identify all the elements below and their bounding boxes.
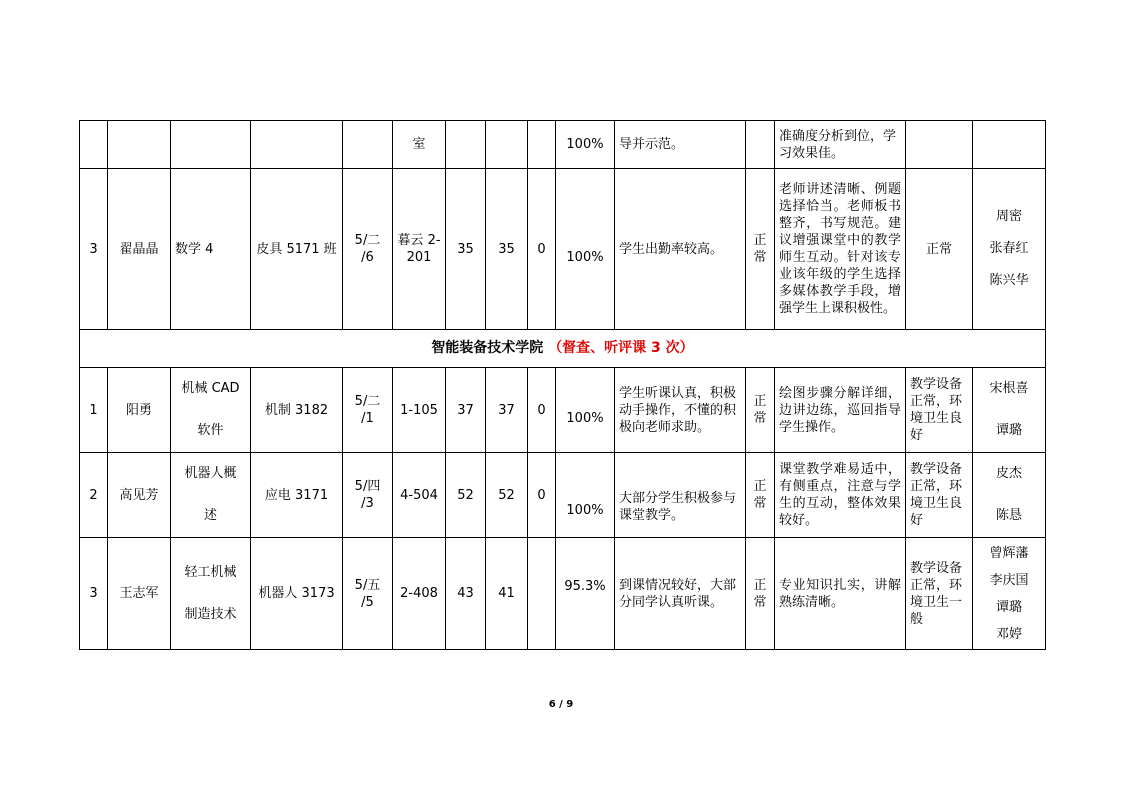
- cell-time: [343, 169, 393, 330]
- cell-actual: 35: [486, 169, 528, 330]
- cell-no: 3: [80, 169, 108, 330]
- cell-eval: 专业知识扎实，讲解熟练清晰。: [775, 538, 906, 650]
- cell-room: 4-504: [393, 453, 446, 538]
- cell-attendance-note: 到课情况较好，大部分同学认真听课。: [615, 538, 746, 650]
- cell-teacher-status: 正常: [746, 169, 775, 330]
- time-line1: 5/二: [354, 233, 381, 248]
- page-number: 6 / 9: [548, 699, 574, 710]
- cell-absent: 0: [528, 453, 556, 538]
- course-line: 轻工机械: [184, 564, 237, 580]
- cell-course: [171, 368, 251, 453]
- cell-absent: 0: [528, 169, 556, 330]
- table-row: [80, 538, 1046, 650]
- cell-time: [343, 453, 393, 538]
- cell-teacher: 翟晶晶: [108, 169, 171, 330]
- cell-course: 数学 4: [171, 169, 251, 330]
- inspector-name: 宋根喜: [989, 381, 1029, 396]
- cell-absent: [528, 121, 556, 169]
- cell-eval: 绘图步骤分解详细，边讲边练，巡回指导学生操作。: [775, 368, 906, 453]
- cell-env: [906, 121, 973, 169]
- cell-teacher-status: [746, 121, 775, 169]
- cell-class: 皮具 5171 班: [251, 169, 343, 330]
- inspector-name: 张春红: [989, 241, 1029, 256]
- cell-eval: 课堂教学难易适中，有侧重点，注意与学生的互动，整体效果较好。: [775, 453, 906, 538]
- cell-rate: 100%: [556, 453, 615, 538]
- cell-class: 机器人 3173: [251, 538, 343, 650]
- cell-class: 机制 3182: [251, 368, 343, 453]
- cell-env: 教学设备正常，环境卫生良好: [906, 453, 973, 538]
- section-title: 智能装备技术学院: [431, 340, 544, 356]
- course-line: 制造技术: [184, 606, 237, 622]
- cell-inspectors: [973, 121, 1046, 169]
- cell-inspectors: [973, 169, 1046, 330]
- cell-absent: [528, 538, 556, 650]
- inspector-name: 李庆国: [989, 572, 1029, 588]
- cell-env: 教学设备正常，环境卫生一般: [906, 538, 973, 650]
- cell-inspectors: [973, 538, 1046, 650]
- cell-expected: 43: [446, 538, 486, 650]
- cell-actual: [486, 121, 528, 169]
- inspector-name: 谭璐: [995, 423, 1022, 438]
- time-line2: /1: [361, 411, 374, 426]
- cell-teacher-status: 正常: [746, 538, 775, 650]
- table-row: [80, 368, 1046, 453]
- cell-time: [343, 368, 393, 453]
- time-line2: /3: [361, 496, 374, 511]
- inspector-name: 皮杰: [995, 466, 1022, 481]
- inspector-name: 曾辉藩: [989, 545, 1029, 561]
- cell-actual: 37: [486, 368, 528, 453]
- cell-time: [343, 538, 393, 650]
- cell-attendance-note: 学生听课认真，积极动手操作，不懂的积极向老师求助。: [615, 368, 746, 453]
- table-row: [80, 453, 1046, 538]
- cell-actual: 52: [486, 453, 528, 538]
- cell-teacher: [108, 121, 171, 169]
- cell-teacher-status: 正常: [746, 368, 775, 453]
- cell-course: [171, 453, 251, 538]
- section-header: [80, 330, 1046, 368]
- cell-teacher: 阳勇: [108, 368, 171, 453]
- cell-attendance-note: 导并示范。: [615, 121, 746, 169]
- table-row: [80, 169, 1046, 330]
- cell-teacher-status: 正常: [746, 453, 775, 538]
- cell-room: 暮云 2-201: [393, 169, 446, 330]
- table-row-continued: [80, 121, 1046, 169]
- cell-no: 3: [80, 538, 108, 650]
- inspector-name: 周密: [995, 209, 1022, 224]
- cell-rate: 100%: [556, 368, 615, 453]
- cell-room: 1-105: [393, 368, 446, 453]
- cell-expected: 37: [446, 368, 486, 453]
- inspection-table: [79, 120, 1046, 650]
- cell-absent: 0: [528, 368, 556, 453]
- time-line1: 5/五: [354, 577, 381, 593]
- cell-teacher: 高见芳: [108, 453, 171, 538]
- cell-course: [171, 121, 251, 169]
- cell-rate: 95.3%: [556, 538, 615, 650]
- time-line2: /6: [361, 250, 374, 265]
- cell-no: 1: [80, 368, 108, 453]
- cell-room: 2-408: [393, 538, 446, 650]
- inspector-name: 谭璐: [995, 599, 1022, 615]
- course-line: 机器人概: [184, 466, 237, 481]
- cell-expected: 35: [446, 169, 486, 330]
- time-line1: 5/二: [354, 394, 381, 409]
- cell-class: [251, 121, 343, 169]
- section-note: （督查、听评课 3 次）: [548, 340, 694, 356]
- cell-inspectors: [973, 453, 1046, 538]
- cell-env: 教学设备正常，环境卫生良好: [906, 368, 973, 453]
- course-line: 述: [203, 508, 217, 523]
- cell-actual: 41: [486, 538, 528, 650]
- cell-expected: 52: [446, 453, 486, 538]
- section-header-row: [80, 330, 1046, 368]
- cell-eval: 准确度分析到位，学习效果佳。: [775, 121, 906, 169]
- cell-no: 2: [80, 453, 108, 538]
- cell-class: 应电 3171: [251, 453, 343, 538]
- inspector-name: 陈兴华: [989, 273, 1029, 288]
- inspector-name: 陈恳: [995, 508, 1022, 523]
- cell-env: 正常: [906, 169, 973, 330]
- cell-room: 室: [393, 121, 446, 169]
- cell-attendance-note: 学生出勤率较高。: [615, 169, 746, 330]
- course-line: 软件: [197, 423, 224, 438]
- cell-inspectors: [973, 368, 1046, 453]
- time-line1: 5/四: [354, 479, 381, 494]
- cell-eval: 老师讲述清晰、例题选择恰当。老师板书整齐，书写规范。建议增强课堂中的教学师生互动。针对该专业该年级的学生选择多媒体教学手段，增强学生上课积极性。: [775, 169, 906, 330]
- cell-rate: 100%: [556, 121, 615, 169]
- time-line2: /5: [361, 594, 374, 610]
- inspector-name: 邓婷: [995, 626, 1022, 642]
- cell-attendance-note: 大部分学生积极参与课堂教学。: [615, 453, 746, 538]
- course-line: 机械 CAD: [181, 381, 240, 396]
- cell-rate: 100%: [556, 169, 615, 330]
- cell-course: [171, 538, 251, 650]
- cell-no: [80, 121, 108, 169]
- cell-expected: [446, 121, 486, 169]
- cell-time: [343, 121, 393, 169]
- cell-teacher: 王志军: [108, 538, 171, 650]
